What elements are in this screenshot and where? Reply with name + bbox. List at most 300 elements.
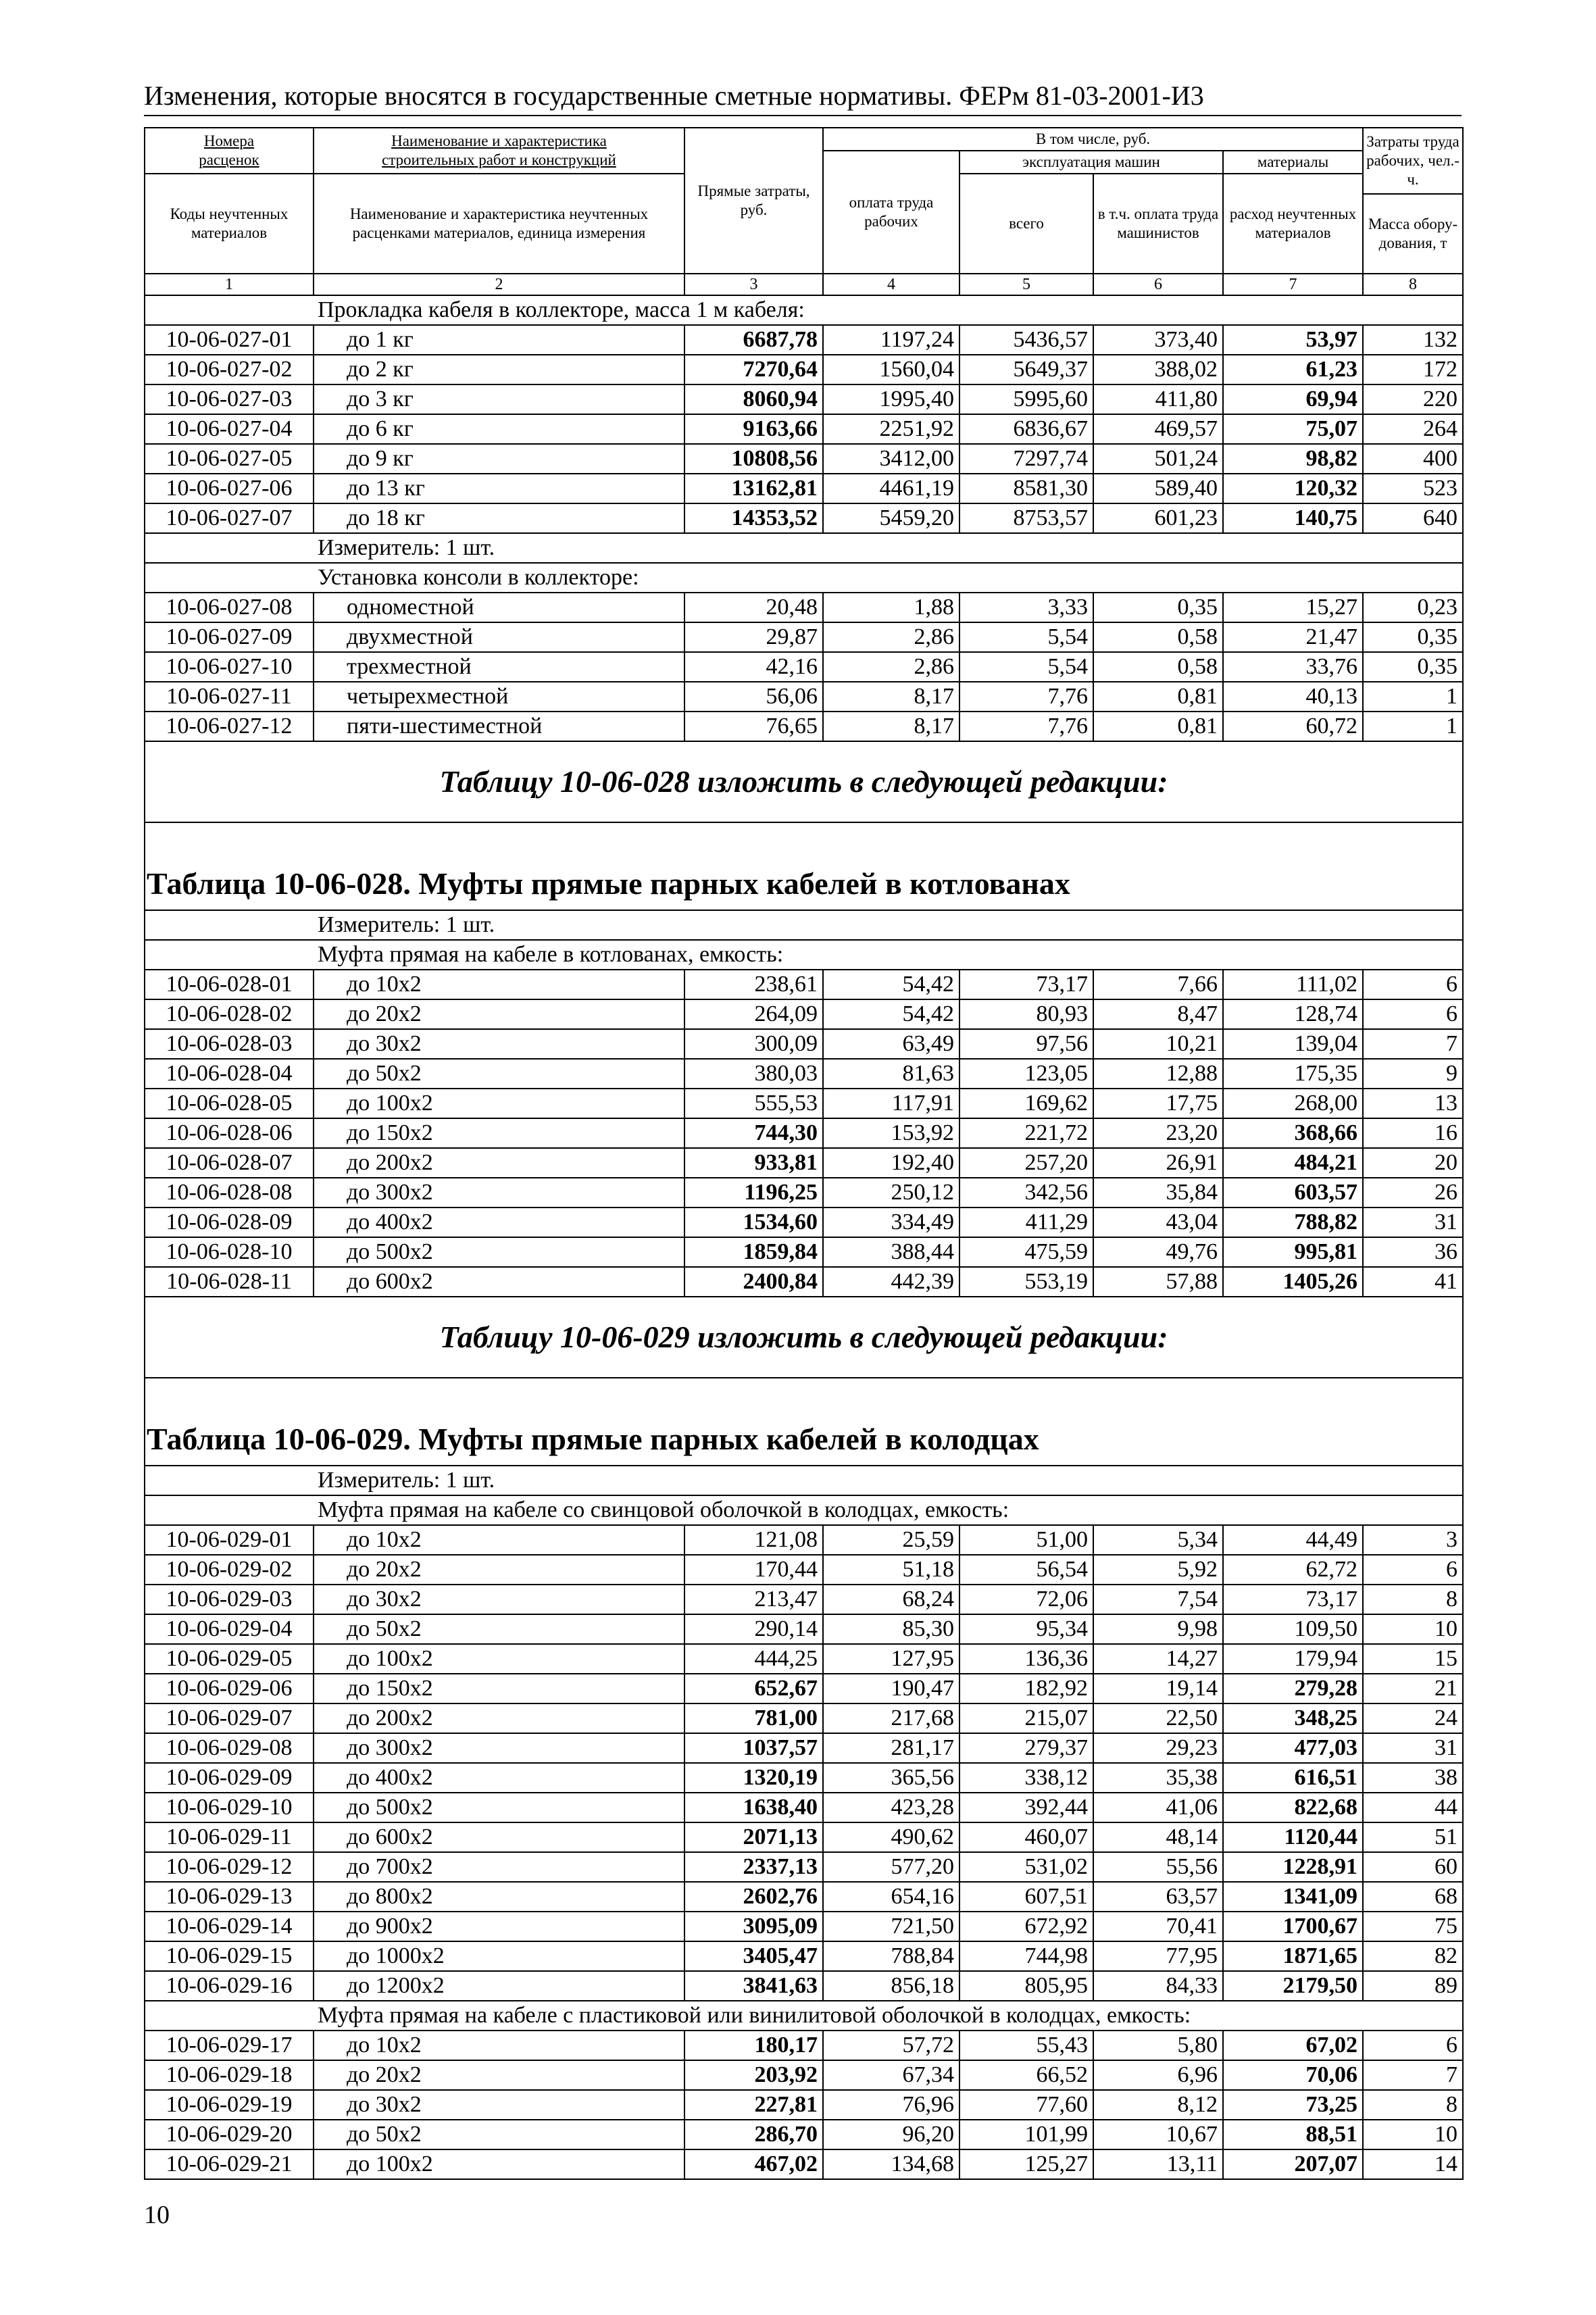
materials-cost: 40,13: [1223, 682, 1363, 712]
machinists-pay: 17,75: [1093, 1089, 1223, 1118]
rate-name: одноместной: [314, 593, 684, 622]
rate-name: до 300х2: [314, 1733, 684, 1763]
table-row: [145, 1822, 1463, 1852]
instruction-text: Таблицу 10-06-029 изложить в следующей редакции:: [145, 1297, 1463, 1378]
rate-name: до 500х2: [314, 1793, 684, 1822]
rate-code: 10-06-027-10: [145, 652, 314, 682]
header-col2-line1: Наименование и характеристика: [391, 132, 607, 149]
machines-total: 6836,67: [959, 414, 1093, 444]
machinists-pay: 8,47: [1093, 999, 1223, 1029]
machinists-pay: 388,02: [1093, 355, 1223, 384]
machinists-pay: 13,11: [1093, 2149, 1223, 2179]
labor-pay: 25,59: [823, 1525, 959, 1555]
machines-total: 125,27: [959, 2149, 1093, 2179]
materials-cost: 70,06: [1223, 2060, 1363, 2090]
materials-cost: 368,66: [1223, 1118, 1363, 1148]
table-row: [145, 325, 1463, 355]
rate-code: 10-06-027-12: [145, 712, 314, 741]
machines-total: 7297,74: [959, 444, 1093, 474]
header-materials-use: расход неучтенных материалов: [1223, 174, 1363, 274]
header-including: В том числе, руб.: [823, 128, 1363, 151]
machinists-pay: 0,81: [1093, 712, 1223, 741]
instruction-row: [145, 1297, 1463, 1378]
table-row: [145, 1118, 1463, 1148]
table_title-row: [145, 1378, 1463, 1466]
labor-hours: 132: [1363, 325, 1463, 355]
rate-name: до 50х2: [314, 1059, 684, 1089]
header-equipment-mass: Масса обору-дования, т: [1363, 194, 1463, 274]
direct-costs: 9163,66: [684, 414, 823, 444]
rate-code: 10-06-028-06: [145, 1118, 314, 1148]
table_title-row: [145, 822, 1463, 910]
rate-code: 10-06-027-11: [145, 682, 314, 712]
materials-cost: 1405,26: [1223, 1267, 1363, 1297]
rate-name: до 150х2: [314, 1118, 684, 1148]
materials-cost: 616,51: [1223, 1763, 1363, 1793]
direct-costs: 227,81: [684, 2090, 823, 2120]
table-row: [145, 1525, 1463, 1555]
labor-pay: 68,24: [823, 1585, 959, 1614]
table-row: [145, 1644, 1463, 1674]
rate-name: до 1200х2: [314, 1971, 684, 2001]
column-number: 8: [1363, 274, 1463, 295]
labor-hours: 172: [1363, 355, 1463, 384]
materials-cost: 98,82: [1223, 444, 1363, 474]
machines-total: 279,37: [959, 1733, 1093, 1763]
labor-pay: 63,49: [823, 1029, 959, 1059]
machinists-pay: 35,84: [1093, 1178, 1223, 1208]
labor-pay: 365,56: [823, 1763, 959, 1793]
norms-table: [144, 127, 1464, 2180]
materials-cost: 268,00: [1223, 1089, 1363, 1118]
machines-total: 5649,37: [959, 355, 1093, 384]
table-header: [145, 128, 1463, 295]
machines-total: 72,06: [959, 1585, 1093, 1614]
machines-total: 805,95: [959, 1971, 1093, 2001]
machinists-pay: 5,80: [1093, 2031, 1223, 2060]
labor-hours: 6: [1363, 2031, 1463, 2060]
machines-total: 672,92: [959, 1912, 1093, 1941]
labor-hours: 6: [1363, 999, 1463, 1029]
machinists-pay: 19,14: [1093, 1674, 1223, 1703]
table-row: [145, 1941, 1463, 1971]
machinists-pay: 373,40: [1093, 325, 1223, 355]
labor-hours: 20: [1363, 1148, 1463, 1178]
labor-hours: 0,35: [1363, 622, 1463, 652]
machinists-pay: 0,35: [1093, 593, 1223, 622]
header-direct-costs: Прямые затраты, руб.: [684, 128, 823, 274]
table-row: [145, 1029, 1463, 1059]
rate-code: 10-06-027-06: [145, 474, 314, 503]
direct-costs: 56,06: [684, 682, 823, 712]
machinists-pay: 601,23: [1093, 503, 1223, 533]
direct-costs: 29,87: [684, 622, 823, 652]
direct-costs: 744,30: [684, 1118, 823, 1148]
rate-name: до 30х2: [314, 2090, 684, 2120]
labor-hours: 264: [1363, 414, 1463, 444]
direct-costs: 555,53: [684, 1089, 823, 1118]
rate-code: 10-06-027-07: [145, 503, 314, 533]
table-row: [145, 1267, 1463, 1297]
rate-name: до 30х2: [314, 1585, 684, 1614]
header-machinists-pay: в т.ч. оплата труда машинистов: [1093, 174, 1223, 274]
table-row: [145, 652, 1463, 682]
rate-name: до 500х2: [314, 1237, 684, 1267]
rate-code: 10-06-029-09: [145, 1763, 314, 1793]
machines-total: 221,72: [959, 1118, 1093, 1148]
labor-hours: 220: [1363, 384, 1463, 414]
materials-cost: 477,03: [1223, 1733, 1363, 1763]
labor-hours: 9: [1363, 1059, 1463, 1089]
table-row: [145, 1208, 1463, 1237]
direct-costs: 2602,76: [684, 1882, 823, 1912]
labor-pay: 67,34: [823, 2060, 959, 2090]
machinists-pay: 70,41: [1093, 1912, 1223, 1941]
materials-cost: 60,72: [1223, 712, 1363, 741]
table-row: [145, 1089, 1463, 1118]
machinists-pay: 5,92: [1093, 1555, 1223, 1585]
column-number: 5: [959, 274, 1093, 295]
materials-cost: 348,25: [1223, 1703, 1363, 1733]
rate-code: 10-06-028-01: [145, 970, 314, 999]
section-row: [145, 1466, 1463, 1495]
rate-code: 10-06-029-03: [145, 1585, 314, 1614]
labor-pay: 5459,20: [823, 503, 959, 533]
direct-costs: 203,92: [684, 2060, 823, 2090]
labor-hours: 1: [1363, 712, 1463, 741]
rate-code: 10-06-027-03: [145, 384, 314, 414]
table-row: [145, 1585, 1463, 1614]
rate-name: до 100х2: [314, 2149, 684, 2179]
rate-code: 10-06-029-15: [145, 1941, 314, 1971]
rate-code: 10-06-029-20: [145, 2120, 314, 2149]
header-col1-line1: Номера: [203, 132, 255, 149]
machines-total: 5436,57: [959, 325, 1093, 355]
machinists-pay: 10,21: [1093, 1029, 1223, 1059]
labor-pay: 8,17: [823, 682, 959, 712]
direct-costs: 2337,13: [684, 1852, 823, 1882]
section-row-text: Муфта прямая на кабеле со свинцовой оболочкой в колодцах, емкость:: [145, 1495, 1463, 1525]
machines-total: 101,99: [959, 2120, 1093, 2149]
labor-pay: 721,50: [823, 1912, 959, 1941]
machinists-pay: 589,40: [1093, 474, 1223, 503]
page-title: Изменения, которые вносятся в государственные сметные нормативы. ФЕРм 81-03-2001-И3: [144, 80, 1462, 116]
table-row: [145, 1059, 1463, 1089]
machines-total: 169,62: [959, 1089, 1093, 1118]
labor-pay: 388,44: [823, 1237, 959, 1267]
rate-code: 10-06-029-18: [145, 2060, 314, 2090]
header-col2-line2: строительных работ и конструкций: [382, 151, 616, 168]
machines-total: 342,56: [959, 1178, 1093, 1208]
direct-costs: 3405,47: [684, 1941, 823, 1971]
rate-name: до 50х2: [314, 2120, 684, 2149]
machinists-pay: 63,57: [1093, 1882, 1223, 1912]
labor-hours: 6: [1363, 970, 1463, 999]
machinists-pay: 5,34: [1093, 1525, 1223, 1555]
header-labor-pay: оплата труда рабочих: [823, 151, 959, 274]
direct-costs: 290,14: [684, 1614, 823, 1644]
labor-hours: 400: [1363, 444, 1463, 474]
direct-costs: 467,02: [684, 2149, 823, 2179]
machinists-pay: 41,06: [1093, 1793, 1223, 1822]
section-row: [145, 563, 1463, 593]
rate-name: до 10х2: [314, 1525, 684, 1555]
machines-total: 338,12: [959, 1763, 1093, 1793]
rate-name: до 100х2: [314, 1089, 684, 1118]
materials-cost: 175,35: [1223, 1059, 1363, 1089]
column-number: 6: [1093, 274, 1223, 295]
header-codes-bottom: Коды неучтенных материалов: [145, 174, 314, 274]
materials-cost: 1700,67: [1223, 1912, 1363, 1941]
labor-hours: 3: [1363, 1525, 1463, 1555]
table-row: [145, 2120, 1463, 2149]
labor-pay: 2251,92: [823, 414, 959, 444]
labor-pay: 85,30: [823, 1614, 959, 1644]
materials-cost: 279,28: [1223, 1674, 1363, 1703]
materials-cost: 2179,50: [1223, 1971, 1363, 2001]
rate-name: до 20х2: [314, 999, 684, 1029]
labor-pay: 81,63: [823, 1059, 959, 1089]
labor-pay: 54,42: [823, 970, 959, 999]
direct-costs: 3841,63: [684, 1971, 823, 2001]
machines-total: 5995,60: [959, 384, 1093, 414]
machinists-pay: 48,14: [1093, 1822, 1223, 1852]
rate-code: 10-06-029-16: [145, 1971, 314, 2001]
labor-pay: 217,68: [823, 1703, 959, 1733]
rate-name: до 3 кг: [314, 384, 684, 414]
labor-pay: 4461,19: [823, 474, 959, 503]
machines-total: 5,54: [959, 652, 1093, 682]
table-title: Таблица 10-06-029. Муфты прямые парных кабелей в колодцах: [145, 1378, 1463, 1466]
labor-hours: 51: [1363, 1822, 1463, 1852]
rate-code: 10-06-028-04: [145, 1059, 314, 1089]
machines-total: 123,05: [959, 1059, 1093, 1089]
labor-pay: 334,49: [823, 1208, 959, 1237]
machines-total: 8753,57: [959, 503, 1093, 533]
machines-total: 55,43: [959, 2031, 1093, 2060]
labor-pay: 1995,40: [823, 384, 959, 414]
direct-costs: 652,67: [684, 1674, 823, 1703]
direct-costs: 180,17: [684, 2031, 823, 2060]
labor-pay: 2,86: [823, 652, 959, 682]
direct-costs: 1037,57: [684, 1733, 823, 1763]
materials-cost: 1228,91: [1223, 1852, 1363, 1882]
machinists-pay: 29,23: [1093, 1733, 1223, 1763]
table-row: [145, 503, 1463, 533]
materials-cost: 1120,44: [1223, 1822, 1363, 1852]
labor-pay: 1560,04: [823, 355, 959, 384]
header-col1-line2: расценок: [199, 151, 259, 168]
materials-cost: 61,23: [1223, 355, 1363, 384]
direct-costs: 13162,81: [684, 474, 823, 503]
materials-cost: 788,82: [1223, 1208, 1363, 1237]
header-machines-total: всего: [959, 174, 1093, 274]
rate-code: 10-06-029-06: [145, 1674, 314, 1703]
rate-code: 10-06-028-02: [145, 999, 314, 1029]
labor-hours: 1: [1363, 682, 1463, 712]
labor-hours: 44: [1363, 1793, 1463, 1822]
labor-hours: 7: [1363, 2060, 1463, 2090]
labor-pay: 788,84: [823, 1941, 959, 1971]
materials-cost: 1341,09: [1223, 1882, 1363, 1912]
rate-name: пяти-шестиместной: [314, 712, 684, 741]
direct-costs: 1638,40: [684, 1793, 823, 1822]
table-row: [145, 682, 1463, 712]
labor-pay: 423,28: [823, 1793, 959, 1822]
labor-pay: 134,68: [823, 2149, 959, 2179]
labor-pay: 190,47: [823, 1674, 959, 1703]
rate-code: 10-06-029-21: [145, 2149, 314, 2179]
section-row: [145, 2001, 1463, 2031]
machinists-pay: 6,96: [1093, 2060, 1223, 2090]
header-machines: эксплуатация машин: [959, 151, 1223, 174]
labor-hours: 10: [1363, 2120, 1463, 2149]
machinists-pay: 469,57: [1093, 414, 1223, 444]
machinists-pay: 77,95: [1093, 1941, 1223, 1971]
table-row: [145, 712, 1463, 741]
direct-costs: 20,48: [684, 593, 823, 622]
labor-hours: 26: [1363, 1178, 1463, 1208]
direct-costs: 10808,56: [684, 444, 823, 474]
rate-code: 10-06-028-11: [145, 1267, 314, 1297]
rate-name: до 18 кг: [314, 503, 684, 533]
direct-costs: 7270,64: [684, 355, 823, 384]
rate-code: 10-06-029-04: [145, 1614, 314, 1644]
labor-pay: 57,72: [823, 2031, 959, 2060]
labor-hours: 13: [1363, 1089, 1463, 1118]
column-number: 4: [823, 274, 959, 295]
labor-pay: 250,12: [823, 1178, 959, 1208]
machines-total: 56,54: [959, 1555, 1093, 1585]
machines-total: 531,02: [959, 1852, 1093, 1882]
rate-name: до 900х2: [314, 1912, 684, 1941]
machines-total: 8581,30: [959, 474, 1093, 503]
rate-name: до 13 кг: [314, 474, 684, 503]
machinists-pay: 49,76: [1093, 1237, 1223, 1267]
labor-pay: 96,20: [823, 2120, 959, 2149]
column-number: 3: [684, 274, 823, 295]
table-row: [145, 2060, 1463, 2090]
direct-costs: 1320,19: [684, 1763, 823, 1793]
section-row: [145, 533, 1463, 563]
machines-total: 460,07: [959, 1822, 1093, 1852]
machinists-pay: 0,58: [1093, 622, 1223, 652]
table-row: [145, 1237, 1463, 1267]
table-row: [145, 444, 1463, 474]
materials-cost: 75,07: [1223, 414, 1363, 444]
table-row: [145, 1178, 1463, 1208]
rate-name: до 600х2: [314, 1822, 684, 1852]
machinists-pay: 23,20: [1093, 1118, 1223, 1148]
section-row-text: Измеритель: 1 шт.: [145, 533, 1463, 563]
machines-total: 73,17: [959, 970, 1093, 999]
labor-hours: 16: [1363, 1118, 1463, 1148]
materials-cost: 15,27: [1223, 593, 1363, 622]
machines-total: 257,20: [959, 1148, 1093, 1178]
rate-code: 10-06-029-14: [145, 1912, 314, 1941]
materials-cost: 33,76: [1223, 652, 1363, 682]
rate-code: 10-06-027-08: [145, 593, 314, 622]
rate-name: до 50х2: [314, 1614, 684, 1644]
rate-name: двухместной: [314, 622, 684, 652]
rate-name: до 20х2: [314, 1555, 684, 1585]
labor-hours: 7: [1363, 1029, 1463, 1059]
machinists-pay: 14,27: [1093, 1644, 1223, 1674]
rate-code: 10-06-028-07: [145, 1148, 314, 1178]
labor-hours: 523: [1363, 474, 1463, 503]
machinists-pay: 0,58: [1093, 652, 1223, 682]
materials-cost: 120,32: [1223, 474, 1363, 503]
direct-costs: 170,44: [684, 1555, 823, 1585]
labor-hours: 6: [1363, 1555, 1463, 1585]
column-number: 7: [1223, 274, 1363, 295]
materials-cost: 140,75: [1223, 503, 1363, 533]
labor-pay: 54,42: [823, 999, 959, 1029]
labor-pay: 117,91: [823, 1089, 959, 1118]
direct-costs: 121,08: [684, 1525, 823, 1555]
page-number: 10: [144, 2201, 170, 2229]
direct-costs: 213,47: [684, 1585, 823, 1614]
materials-cost: 69,94: [1223, 384, 1363, 414]
rate-code: 10-06-028-08: [145, 1178, 314, 1208]
direct-costs: 6687,78: [684, 325, 823, 355]
materials-cost: 179,94: [1223, 1644, 1363, 1674]
table-row: [145, 1971, 1463, 2001]
table-row: [145, 414, 1463, 444]
labor-pay: 1197,24: [823, 325, 959, 355]
machines-total: 7,76: [959, 712, 1093, 741]
direct-costs: 300,09: [684, 1029, 823, 1059]
machines-total: 77,60: [959, 2090, 1093, 2120]
machinists-pay: 8,12: [1093, 2090, 1223, 2120]
labor-hours: 82: [1363, 1941, 1463, 1971]
table-row: [145, 1148, 1463, 1178]
rate-name: до 150х2: [314, 1674, 684, 1703]
labor-hours: 60: [1363, 1852, 1463, 1882]
labor-pay: 2,86: [823, 622, 959, 652]
direct-costs: 933,81: [684, 1148, 823, 1178]
rate-code: 10-06-029-07: [145, 1703, 314, 1733]
labor-hours: 0,35: [1363, 652, 1463, 682]
instruction-text: Таблицу 10-06-028 изложить в следующей редакции:: [145, 741, 1463, 822]
section-row-text: Муфта прямая на кабеле в котлованах, емкость:: [145, 940, 1463, 970]
labor-hours: 38: [1363, 1763, 1463, 1793]
section-row: [145, 1495, 1463, 1525]
machines-total: 3,33: [959, 593, 1093, 622]
machinists-pay: 0,81: [1093, 682, 1223, 712]
section-row-text: Муфта прямая на кабеле с пластиковой или винилитовой оболочкой в колодцах, емкость:: [145, 2001, 1463, 2031]
rate-name: до 700х2: [314, 1852, 684, 1882]
materials-cost: 53,97: [1223, 325, 1363, 355]
rate-code: 10-06-029-10: [145, 1793, 314, 1822]
machines-total: 182,92: [959, 1674, 1093, 1703]
section-row-text: Измеритель: 1 шт.: [145, 910, 1463, 940]
labor-pay: 153,92: [823, 1118, 959, 1148]
machines-total: 607,51: [959, 1882, 1093, 1912]
rate-name: до 400х2: [314, 1763, 684, 1793]
direct-costs: 444,25: [684, 1644, 823, 1674]
column-number-row: [145, 274, 1463, 295]
rate-name: до 2 кг: [314, 355, 684, 384]
direct-costs: 3095,09: [684, 1912, 823, 1941]
machinists-pay: 7,54: [1093, 1585, 1223, 1614]
machinists-pay: 57,88: [1093, 1267, 1223, 1297]
machines-total: 553,19: [959, 1267, 1093, 1297]
rate-code: 10-06-029-11: [145, 1822, 314, 1852]
machinists-pay: 55,56: [1093, 1852, 1223, 1882]
direct-costs: 76,65: [684, 712, 823, 741]
rate-name: до 400х2: [314, 1208, 684, 1237]
